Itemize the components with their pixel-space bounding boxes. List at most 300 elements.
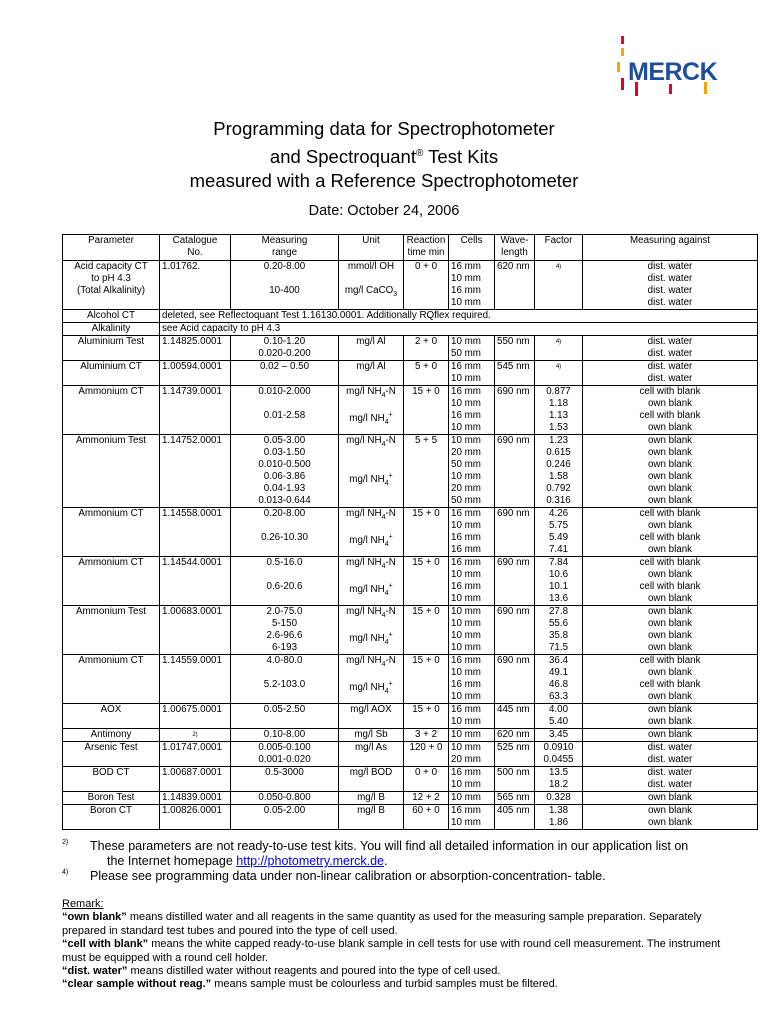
cell-range-line	[233, 544, 336, 556]
cell-measuring-against-line: own blank	[647, 704, 693, 715]
cell-unit-line: mg/l $NH_4^+$	[349, 473, 393, 488]
cell-unit	[339, 742, 404, 767]
cell-measuring-against-line: own blank	[647, 606, 693, 617]
cell-measuring-against-line: own blank	[647, 483, 693, 494]
cell-cells-line: 20 mm	[451, 447, 481, 458]
cell-parameter	[63, 261, 160, 310]
cell-factor-line: 0.246	[546, 459, 571, 470]
cell-factor	[535, 805, 583, 830]
cell-parameter	[63, 729, 160, 742]
cell-wavelength: 690 nm	[495, 435, 535, 508]
cell-cells-line: 10 mm	[451, 435, 481, 446]
cell-cells	[449, 606, 495, 655]
cell-unit-line: mg/l As	[354, 742, 388, 753]
cell-cells	[449, 435, 495, 508]
cell-wavelength: 550 nm	[495, 336, 535, 361]
header-parameter: Parameter	[63, 235, 160, 261]
cell-range-line: 0.05-2.00	[263, 805, 306, 816]
cell-factor-line: 1.13	[548, 410, 569, 421]
document-date: Date: October 24, 2006	[308, 203, 460, 219]
table-row	[63, 435, 758, 508]
cell-cells-line: 10 mm	[451, 336, 481, 347]
cell-cells-line: 10 mm	[451, 691, 481, 702]
cell-measuring-against	[583, 557, 758, 606]
cell-unit-line	[341, 667, 401, 679]
cell-measuring-against-line: dist. water	[647, 767, 693, 778]
cell-factor	[535, 704, 583, 729]
cell-range	[231, 557, 339, 606]
cell-measuring-against	[583, 742, 758, 767]
cell-measuring-against-line: own blank	[647, 593, 693, 604]
footnote-4-text: Please see programming data under non-linear calibration or absorption-concentration- table.	[90, 869, 606, 883]
cell-range-line: 0.05-3.00	[263, 435, 306, 446]
cell-measuring-against-line: own blank	[647, 495, 693, 506]
cell-range-line	[233, 817, 336, 829]
cell-range	[231, 386, 339, 435]
cell-measuring-against	[583, 336, 758, 361]
cell-range	[231, 435, 339, 508]
cell-reaction-time: 15 + 0	[404, 386, 449, 435]
remark-clear-sample: “clear sample without reag.” means sample must be colourless and turbid samples must be filtered.	[62, 978, 558, 991]
cell-unit-line	[341, 495, 401, 507]
cell-catalogue: 1.14558.0001	[160, 508, 231, 557]
logo-bar	[617, 62, 620, 72]
cell-measuring-against	[583, 606, 758, 655]
cell-unit-line: mmol/l OH	[347, 261, 395, 272]
table-row	[63, 261, 758, 310]
cell-cells-line: 16 mm	[451, 544, 481, 555]
cell-range-line	[233, 398, 336, 410]
cell-range-line: 0.04-1.93	[263, 483, 306, 494]
cell-range	[231, 261, 339, 310]
cell-unit	[339, 336, 404, 361]
cell-unit-line: mg/l $NH_4-N$	[346, 606, 396, 619]
cell-measuring-against-line: own blank	[647, 667, 693, 678]
cell-range-line: 0.06-3.86	[263, 471, 306, 482]
cell-cells	[449, 361, 495, 386]
header-catalogue: Catalogue No.	[160, 235, 231, 261]
cell-wavelength: 565 nm	[495, 792, 535, 805]
cell-range-line: 5-150	[271, 618, 298, 629]
cell-reaction-time: 0 + 0	[404, 767, 449, 792]
cell-factor-line: 10.6	[548, 569, 569, 580]
cell-unit	[339, 261, 404, 310]
cell-cells-line: 10 mm	[451, 398, 481, 409]
cell-range-line: 0.05-2.50	[263, 704, 306, 715]
cell-factor-line: 0.0455	[543, 754, 574, 765]
cell-parameter-line: Ammonium CT	[78, 508, 144, 519]
cell-factor	[535, 606, 583, 655]
cell-parameter	[63, 704, 160, 729]
cell-measuring-against-line: dist. water	[647, 297, 693, 308]
cell-factor-line: 1.38	[548, 805, 569, 816]
cell-measuring-against	[583, 261, 758, 310]
cell-catalogue: 1.14544.0001	[160, 557, 231, 606]
cell-cells-line: 16 mm	[451, 679, 481, 690]
cell-unit-line	[341, 398, 401, 410]
cell-factor-line: 7.41	[548, 544, 569, 555]
cell-catalogue: 1.01747.0001	[160, 742, 231, 767]
cell-unit	[339, 557, 404, 606]
cell-unit-line: mg/l CaCO$_3$	[344, 285, 398, 298]
cell-factor-line: 4)	[555, 364, 562, 370]
cell-cells-line: 16 mm	[451, 581, 481, 592]
cell-factor-line: 3.45	[548, 729, 569, 740]
cell-unit-line	[341, 520, 401, 532]
cell-parameter-line: Ammonium Test	[75, 606, 147, 617]
cell-unit-line	[341, 459, 401, 471]
title-line-1: Programming data for Spectrophotometer	[213, 118, 555, 139]
cell-cells-line: 16 mm	[451, 410, 481, 421]
cell-measuring-against	[583, 792, 758, 805]
cell-cells	[449, 336, 495, 361]
cell-range	[231, 655, 339, 704]
cell-parameter	[63, 435, 160, 508]
cell-measuring-against-line: own blank	[647, 435, 693, 446]
cell-factor	[535, 386, 583, 435]
cell-unit-line: mg/l $NH_4-N$	[346, 557, 396, 570]
cell-unit-line: mg/l B	[357, 805, 385, 816]
cell-unit-line	[341, 447, 401, 459]
photometry-link[interactable]: http://photometry.merck.de	[236, 854, 385, 868]
header-range: Measuring range	[231, 235, 339, 261]
cell-catalogue: 1.14825.0001	[160, 336, 231, 361]
cell-measuring-against	[583, 805, 758, 830]
cell-catalogue: 1.14559.0001	[160, 655, 231, 704]
cell-factor-line: 4)	[555, 339, 562, 345]
cell-cells-line: 50 mm	[451, 495, 481, 506]
cell-unit	[339, 435, 404, 508]
cell-unit-line: mg/l $NH_4-N$	[346, 508, 396, 521]
cell-range-line: 0.010-2.000	[258, 386, 311, 397]
cell-cells-line: 10 mm	[451, 606, 481, 617]
table-row	[63, 310, 758, 323]
table-row	[63, 361, 758, 386]
cell-cells-line: 16 mm	[451, 261, 481, 272]
cell-cells	[449, 655, 495, 704]
cell-parameter	[63, 742, 160, 767]
cell-range	[231, 508, 339, 557]
cell-cells	[449, 805, 495, 830]
cell-range-line	[233, 779, 336, 791]
cell-wavelength: 620 nm	[495, 261, 535, 310]
cell-measuring-against-line: dist. water	[647, 754, 693, 765]
cell-range-line	[233, 520, 336, 532]
cell-reaction-time: 2 + 0	[404, 336, 449, 361]
cell-factor-line: 4.26	[548, 508, 569, 519]
cell-measuring-against-line: own blank	[647, 459, 693, 470]
cell-note: see Acid capacity to pH 4.3	[160, 323, 758, 336]
cell-factor-line: 49.1	[548, 667, 569, 678]
cell-factor	[535, 261, 583, 310]
header-reaction: Reaction time min	[404, 235, 449, 261]
cell-cells-line: 10 mm	[451, 273, 481, 284]
cell-factor-line: 13.5	[548, 767, 569, 778]
header-measuring-against: Measuring against	[583, 235, 758, 261]
cell-parameter	[63, 310, 160, 323]
cell-wavelength: 500 nm	[495, 767, 535, 792]
cell-unit-line: mg/l Al	[356, 361, 386, 372]
title-line-3: measured with a Reference Spectrophotometer	[189, 170, 579, 192]
cell-unit-line: mg/l B	[357, 792, 385, 803]
cell-measuring-against	[583, 729, 758, 742]
table-row	[63, 704, 758, 729]
cell-measuring-against-line: own blank	[647, 805, 693, 816]
cell-factor-line: 63.3	[548, 691, 569, 702]
cell-factor-line: 0.316	[546, 495, 571, 506]
cell-factor	[535, 729, 583, 742]
cell-unit-line: mg/l $NH_4^+$	[349, 583, 393, 598]
cell-measuring-against-line: cell with blank	[639, 508, 701, 519]
remark-header: Remark:	[62, 898, 104, 910]
cell-cells-line: 10 mm	[451, 471, 481, 482]
table-row	[63, 655, 758, 704]
cell-cells-line: 16 mm	[451, 767, 481, 778]
merck-logo	[617, 36, 718, 106]
cell-cells	[449, 508, 495, 557]
cell-range-line: 2.0-75.0	[266, 606, 303, 617]
cell-factor-line: 0.792	[546, 483, 571, 494]
cell-unit	[339, 655, 404, 704]
cell-cells	[449, 767, 495, 792]
cell-measuring-against-line: dist. water	[647, 273, 693, 284]
cell-cells-line: 10 mm	[451, 642, 481, 653]
cell-range	[231, 767, 339, 792]
cell-factor	[535, 655, 583, 704]
cell-cells	[449, 261, 495, 310]
cell-catalogue: 1.14752.0001	[160, 435, 231, 508]
cell-range-line	[233, 569, 336, 581]
cell-parameter-line: Acid capacity CT	[74, 261, 148, 272]
cell-factor-line: 1.53	[548, 422, 569, 433]
cell-range-line: 4.0-80.0	[266, 655, 303, 666]
cell-cells-line: 10 mm	[451, 630, 481, 641]
cell-measuring-against-line: own blank	[647, 817, 693, 828]
cell-measuring-against-line: own blank	[647, 716, 693, 727]
header-cells: Cells	[449, 235, 495, 261]
logo-wordmark: MERCK	[628, 58, 718, 86]
cell-range	[231, 361, 339, 386]
cell-reaction-time: 60 + 0	[404, 805, 449, 830]
cell-cells-line: 50 mm	[451, 459, 481, 470]
cell-cells-line: 10 mm	[451, 667, 481, 678]
cell-unit-line	[341, 297, 401, 309]
cell-parameter-line: Antimony	[90, 729, 132, 740]
cell-factor-line: 7.84	[548, 557, 569, 568]
cell-factor-line: 5.75	[548, 520, 569, 531]
cell-parameter-line: Ammonium CT	[78, 557, 144, 568]
logo-bar	[621, 78, 624, 90]
cell-factor-line: 18.2	[548, 779, 569, 790]
cell-factor-line: 10.1	[548, 581, 569, 592]
cell-unit	[339, 704, 404, 729]
cell-cells-line: 10 mm	[451, 729, 481, 740]
cell-cells-line: 16 mm	[451, 386, 481, 397]
remark-own-blank: “own blank” means distilled water and all reagents in the same quantity as used for the measuring sample preparation. Separately prepared in standard test tubes and poured into the type of cell used.	[62, 911, 702, 937]
cell-measuring-against	[583, 655, 758, 704]
cell-measuring-against-line: cell with blank	[639, 386, 701, 397]
cell-range	[231, 606, 339, 655]
cell-measuring-against	[583, 704, 758, 729]
cell-catalogue: 1.00675.0001	[160, 704, 231, 729]
cell-range-line: 0.5-3000	[265, 767, 304, 778]
cell-unit-line: mg/l BOD	[349, 767, 393, 778]
cell-cells-line: 10 mm	[451, 373, 481, 384]
cell-parameter-line: AOX	[100, 704, 122, 715]
cell-parameter	[63, 792, 160, 805]
cell-measuring-against	[583, 386, 758, 435]
cell-unit-line: mg/l AOX	[350, 704, 392, 715]
cell-range-line: 0.03-1.50	[263, 447, 306, 458]
cell-cells	[449, 386, 495, 435]
cell-range-line: 0.01-2.58	[263, 410, 306, 421]
cell-cells	[449, 557, 495, 606]
cell-cells-line: 16 mm	[451, 361, 481, 372]
footnote-2-line-1: These parameters are not ready-to-use test kits. You will find all detailed information in our application list on	[90, 839, 689, 853]
cell-range	[231, 792, 339, 805]
table-row	[63, 386, 758, 435]
cell-measuring-against-line: dist. water	[647, 261, 693, 272]
cell-measuring-against-line: own blank	[647, 569, 693, 580]
cell-measuring-against-line: dist. water	[647, 742, 693, 753]
cell-measuring-against	[583, 435, 758, 508]
cell-cells-line: 10 mm	[451, 792, 481, 803]
cell-parameter-line: Ammonium Test	[75, 435, 147, 446]
cell-range-line: 0.6-20.6	[266, 581, 303, 592]
cell-note: deleted, see Reflectoquant Test 1.16130.0001. Additionally RQflex required.	[160, 310, 758, 323]
table-row	[63, 805, 758, 830]
table-row	[63, 336, 758, 361]
cell-factor-line: 13.6	[548, 593, 569, 604]
cell-reaction-time: 3 + 2	[404, 729, 449, 742]
cell-parameter-line: Aluminium CT	[80, 361, 142, 372]
cell-factor-line: 0.0910	[543, 742, 574, 753]
cell-unit	[339, 606, 404, 655]
table-row	[63, 767, 758, 792]
cell-measuring-against-line: cell with blank	[639, 655, 701, 666]
cell-factor-line: 36.4	[548, 655, 569, 666]
cell-range-line: 0.5-16.0	[266, 557, 303, 568]
cell-cells	[449, 792, 495, 805]
cell-range-line: 0.013-0.644	[258, 495, 311, 506]
cell-unit-line: mg/l $NH_4-N$	[346, 655, 396, 668]
cell-wavelength: 545 nm	[495, 361, 535, 386]
cell-range-line	[233, 297, 336, 309]
cell-catalogue: 1.00687.0001	[160, 767, 231, 792]
logo-bar	[621, 48, 624, 56]
footnote-marker: 4)	[62, 869, 69, 876]
cell-measuring-against-line: own blank	[647, 520, 693, 531]
remark-section	[62, 898, 742, 992]
cell-measuring-against	[583, 361, 758, 386]
cell-cells-line: 50 mm	[451, 348, 481, 359]
cell-cells-line: 20 mm	[451, 483, 481, 494]
cell-measuring-against-line: own blank	[647, 422, 693, 433]
cell-measuring-against-line: own blank	[647, 398, 693, 409]
cell-unit-line	[341, 569, 401, 581]
cell-wavelength: 445 nm	[495, 704, 535, 729]
table-row	[63, 729, 758, 742]
cell-measuring-against	[583, 767, 758, 792]
remark-cell-with-blank: “cell with blank” means the white capped ready-to-use blank sample in cell tests for use with round cell measurement. The instrument must be equipped with a round cell holder.	[62, 938, 721, 964]
cell-wavelength: 690 nm	[495, 655, 535, 704]
cell-wavelength: 690 nm	[495, 386, 535, 435]
cell-range-line: 0.020-0.200	[258, 348, 311, 359]
cell-measuring-against-line: dist. water	[647, 336, 693, 347]
cell-cells-line: 10 mm	[451, 618, 481, 629]
header-unit: Unit	[339, 235, 404, 261]
cell-range-line: 10-400	[269, 285, 300, 296]
cell-factor-line: 46.8	[548, 679, 569, 690]
cell-wavelength: 690 nm	[495, 557, 535, 606]
cell-factor-line: 5.49	[548, 532, 569, 543]
cell-measuring-against-line: dist. water	[647, 779, 693, 790]
cell-wavelength: 690 nm	[495, 508, 535, 557]
cell-range	[231, 742, 339, 767]
cell-range-line	[233, 273, 336, 285]
cell-range-line: 0.10-1.20	[263, 336, 306, 347]
cell-unit-line: mg/l $NH_4^+$	[349, 681, 393, 696]
cell-measuring-against-line: own blank	[647, 471, 693, 482]
header-wavelength: Wave- length	[495, 235, 535, 261]
cell-parameter-line: (Total Alkalinity)	[76, 285, 146, 296]
cell-cells-line: 16 mm	[451, 557, 481, 568]
cell-factor-line: 35.8	[548, 630, 569, 641]
cell-factor-line: 71.5	[548, 642, 569, 653]
cell-reaction-time: 0 + 0	[404, 261, 449, 310]
cell-reaction-time: 120 + 0	[404, 742, 449, 767]
cell-catalogue: 1.00683.0001	[160, 606, 231, 655]
cell-range-line	[233, 593, 336, 605]
cell-measuring-against-line: own blank	[647, 447, 693, 458]
cell-cells-line: 10 mm	[451, 520, 481, 531]
cell-cells-line: 10 mm	[451, 593, 481, 604]
cell-factor-line: 27.8	[548, 606, 569, 617]
cell-reaction-time: 15 + 0	[404, 655, 449, 704]
cell-parameter-line: Boron CT	[90, 805, 132, 816]
table-row	[63, 508, 758, 557]
cell-cells-line: 20 mm	[451, 754, 481, 765]
cell-unit	[339, 805, 404, 830]
cell-parameter	[63, 361, 160, 386]
cell-cells-line: 10 mm	[451, 779, 481, 790]
cell-cells-line: 16 mm	[451, 805, 481, 816]
cell-cells	[449, 704, 495, 729]
cell-catalogue: 1.14739.0001	[160, 386, 231, 435]
cell-reaction-time: 15 + 0	[404, 704, 449, 729]
cell-measuring-against-line: own blank	[647, 691, 693, 702]
table-header-row	[63, 235, 758, 261]
cell-range-line	[233, 373, 336, 385]
cell-reaction-time: 5 + 0	[404, 361, 449, 386]
cell-range-line	[233, 716, 336, 728]
cell-reaction-time: 15 + 0	[404, 508, 449, 557]
cell-cells-line: 10 mm	[451, 817, 481, 828]
table-row	[63, 792, 758, 805]
cell-range-line: 0.20-8.00	[263, 261, 306, 272]
cell-parameter-line: Ammonium CT	[78, 655, 144, 666]
cell-cells-line: 16 mm	[451, 532, 481, 543]
cell-measuring-against-line: own blank	[647, 544, 693, 555]
cell-measuring-against-line: dist. water	[647, 348, 693, 359]
cell-unit-line: mg/l $NH_4-N$	[346, 435, 396, 448]
cell-parameter	[63, 805, 160, 830]
cell-factor-line: 1.18	[548, 398, 569, 409]
cell-factor	[535, 336, 583, 361]
cell-unit	[339, 361, 404, 386]
cell-range	[231, 336, 339, 361]
cell-parameter	[63, 767, 160, 792]
